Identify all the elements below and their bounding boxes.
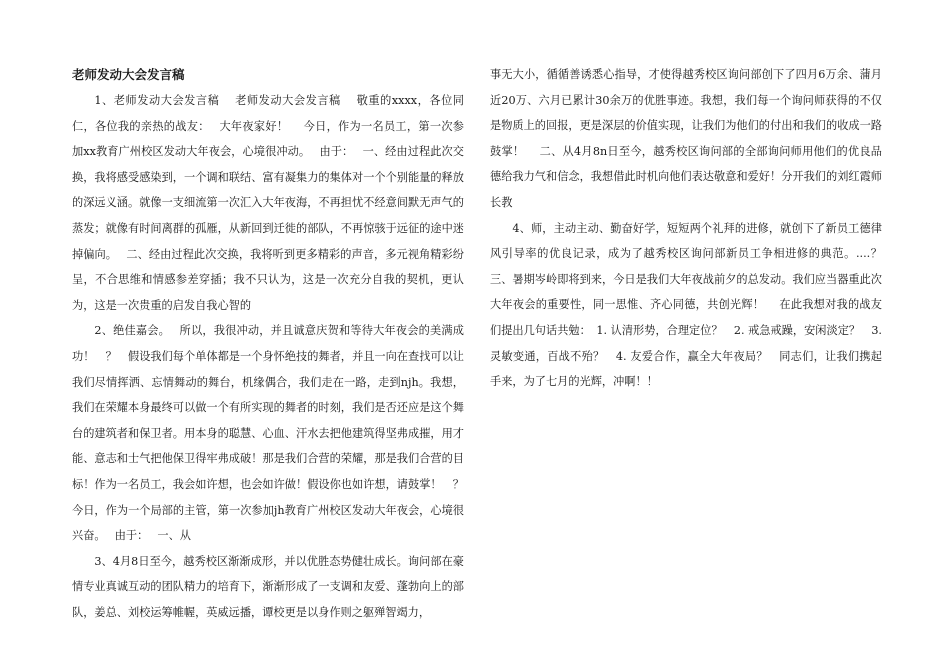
right-column [490,62,882,395]
paragraph-3: 3、4月8日至今，越秀校区渐渐成形，并以优胜态势健壮成长。询问部在豪情专业真诚互动的团队精力的培育下，渐渐形成了一支调和友爱、蓬勃向上的部队，姜总、刘校运筹帷幄，英威远播，谭校更是以身作则之躯殚智竭力， [72,554,464,619]
document-title: 老师发动大会发言稿 [72,67,185,82]
left-column [72,62,476,625]
paragraph-1: 1、老师发动大会发言稿 老师发动大会发言稿 敬重的xxxx，各位同仁，各位我的亲热的战友： 大年夜家好！ 今日，作为一名员工，第一次参加xx教育广州校区发动大年夜会，心境很冲动。 由于： 一、经由过程此次交换，我将感受感染到，一个调和联结、富有凝集力的集体对一个个别能量的释放的深远义涵。就像一支细流第一次汇入大年夜海，不再担忧不经意间默无声气的蒸发；就像有时间离群的孤雁，从新回到迁徙的部队，不再惊骇于远征的途中迷掉偏向。 二、经由过程此次交换，我将听到更多精彩的声音，多元视角精彩纷呈，不合思维和情感参差穿插；我不只认为，这是一次充分自我的契机，更认为，这是一次贵重的启发自我心智的 [72,94,464,312]
paragraph-3-continued: 事无大小，循循善诱悉心指导，才使得越秀校区询问部创下了四月6万余、蒲月近20万、六月已累计30余万的优胜事迹。我想，我们每一个询问师获得的不仅是物质上的回报，更是深层的价值实现，让我们为他们的付出和我们的收成一路鼓掌！ 二、从4月8n日至今，越秀校区询问部的全部询问师用他们的优良品德给我力气和信念，我想借此时机向他们表达敬意和爱好！分开我们的刘红霞师长教 [490,68,882,209]
paragraph-4: 4、师，主动主动、勤奋好学，短短两个礼拜的进修，就创下了新员工德律风引导率的优良记录，成为了越秀校区询问部新员工争相进修的典范。....？三、暑期岑岭即将到来，今日是我们大年夜战前夕的总发动。我们应当器重此次大年夜会的重要性，同一思惟、齐心同德，共创光辉！ 在此我想对我的战友们提出几句话共勉： 1. 认清形势，合理定位？ 2. 戒急戒躁，安闲淡定？ 3. 灵敏变通，百战不殆？ 4. 友爱合作，赢全大年夜局？ 同志们，让我们携起手来，为了七月的光辉，冲啊！！ [490,221,882,389]
paragraph-2: 2、绝佳嘉会。 所以，我很冲动，并且诚意庆贺和等待大年夜会的美满成功！ ？ 假设我们每个单体都是一个身怀绝技的舞者，并且一向在查找可以让我们尽情挥洒、忘情舞动的舞台，机缘偶合，我们走在一路，走到njh。我想，我们在荣耀本身最终可以做一个有所实现的舞者的时刻，我们是否还应是这个舞台的建筑者和保卫者。用本身的聪慧、心血、汗水去把他建筑得坚弗成摧，用才能、意志和士气把他保卫得牢弗成破！那是我们合营的荣耀，那是我们合营的目标！作为一名员工，我会如许想，也会如许做！假设你也如许想，请鼓掌！ ？ 今日，作为一个局部的主管，第一次参加jh教育广州校区发动大年夜会，心境很兴奋。 由于： 一、从 [72,324,476,543]
